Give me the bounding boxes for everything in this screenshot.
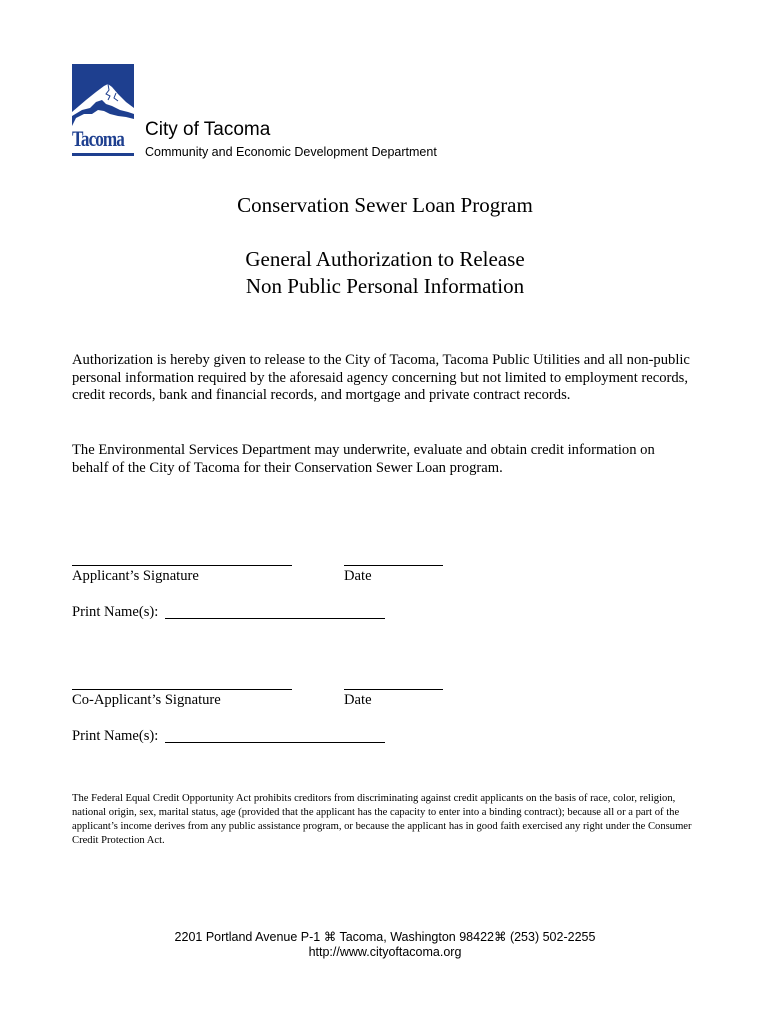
footer-url[interactable]: http://www.cityoftacoma.org [308, 945, 462, 959]
coapplicant-date-line[interactable] [344, 689, 443, 690]
program-title: Conservation Sewer Loan Program [237, 193, 533, 217]
underwriting-paragraph: The Environmental Services Department may underwrite, evaluate and obtain credit information on behalf of the City of Tacoma for their Conservation Sewer Loan program. [72, 442, 655, 476]
coapplicant-signature-line[interactable] [72, 689, 292, 690]
applicant-print-name-label: Print Name(s): [72, 604, 159, 620]
coapplicant-print-name-line[interactable] [165, 742, 385, 743]
document-title-line-1: General Authorization to Release [245, 247, 525, 271]
applicant-signature-line[interactable] [72, 565, 292, 566]
applicant-date-label: Date [344, 568, 372, 584]
document-title-line-2: Non Public Personal Information [245, 274, 525, 298]
applicant-date-line[interactable] [344, 565, 443, 566]
ecoa-disclosure: The Federal Equal Credit Opportunity Act prohibits creditors from discriminating against credit applicants on the basis of race, color, religion, national origin, sex, marital status, age (provided that the applicant has the capacity to enter into a binding contract); because all or a part of the applicant’s income derives from any public assistance program, or because the applicant has in good faith exercised any right under the Consumer Credit Protection Act. [72, 793, 692, 846]
org-department: Community and Economic Development Department [145, 145, 437, 159]
applicant-signature-label: Applicant’s Signature [72, 568, 199, 584]
footer-address: 2201 Portland Avenue P-1 ⌘ Tacoma, Washington 98422⌘ (253) 502-2255 [174, 930, 596, 944]
authorization-paragraph: Authorization is hereby given to release to the City of Tacoma, Tacoma Public Utilities and all non-public personal information required by the aforesaid agency concerning but not limited to employment records, credit records, bank and financial records, and mortgage and private contract records. [72, 352, 690, 404]
mountain-logo-icon [72, 64, 134, 126]
coapplicant-date-label: Date [344, 692, 372, 708]
logo-underline [72, 153, 134, 156]
coapplicant-print-name-label: Print Name(s): [72, 728, 159, 744]
coapplicant-signature-label: Co-Applicant’s Signature [72, 692, 221, 708]
org-name: City of Tacoma [145, 119, 271, 140]
logo-wordmark: Tacoma [72, 126, 124, 151]
applicant-print-name-line[interactable] [165, 618, 385, 619]
